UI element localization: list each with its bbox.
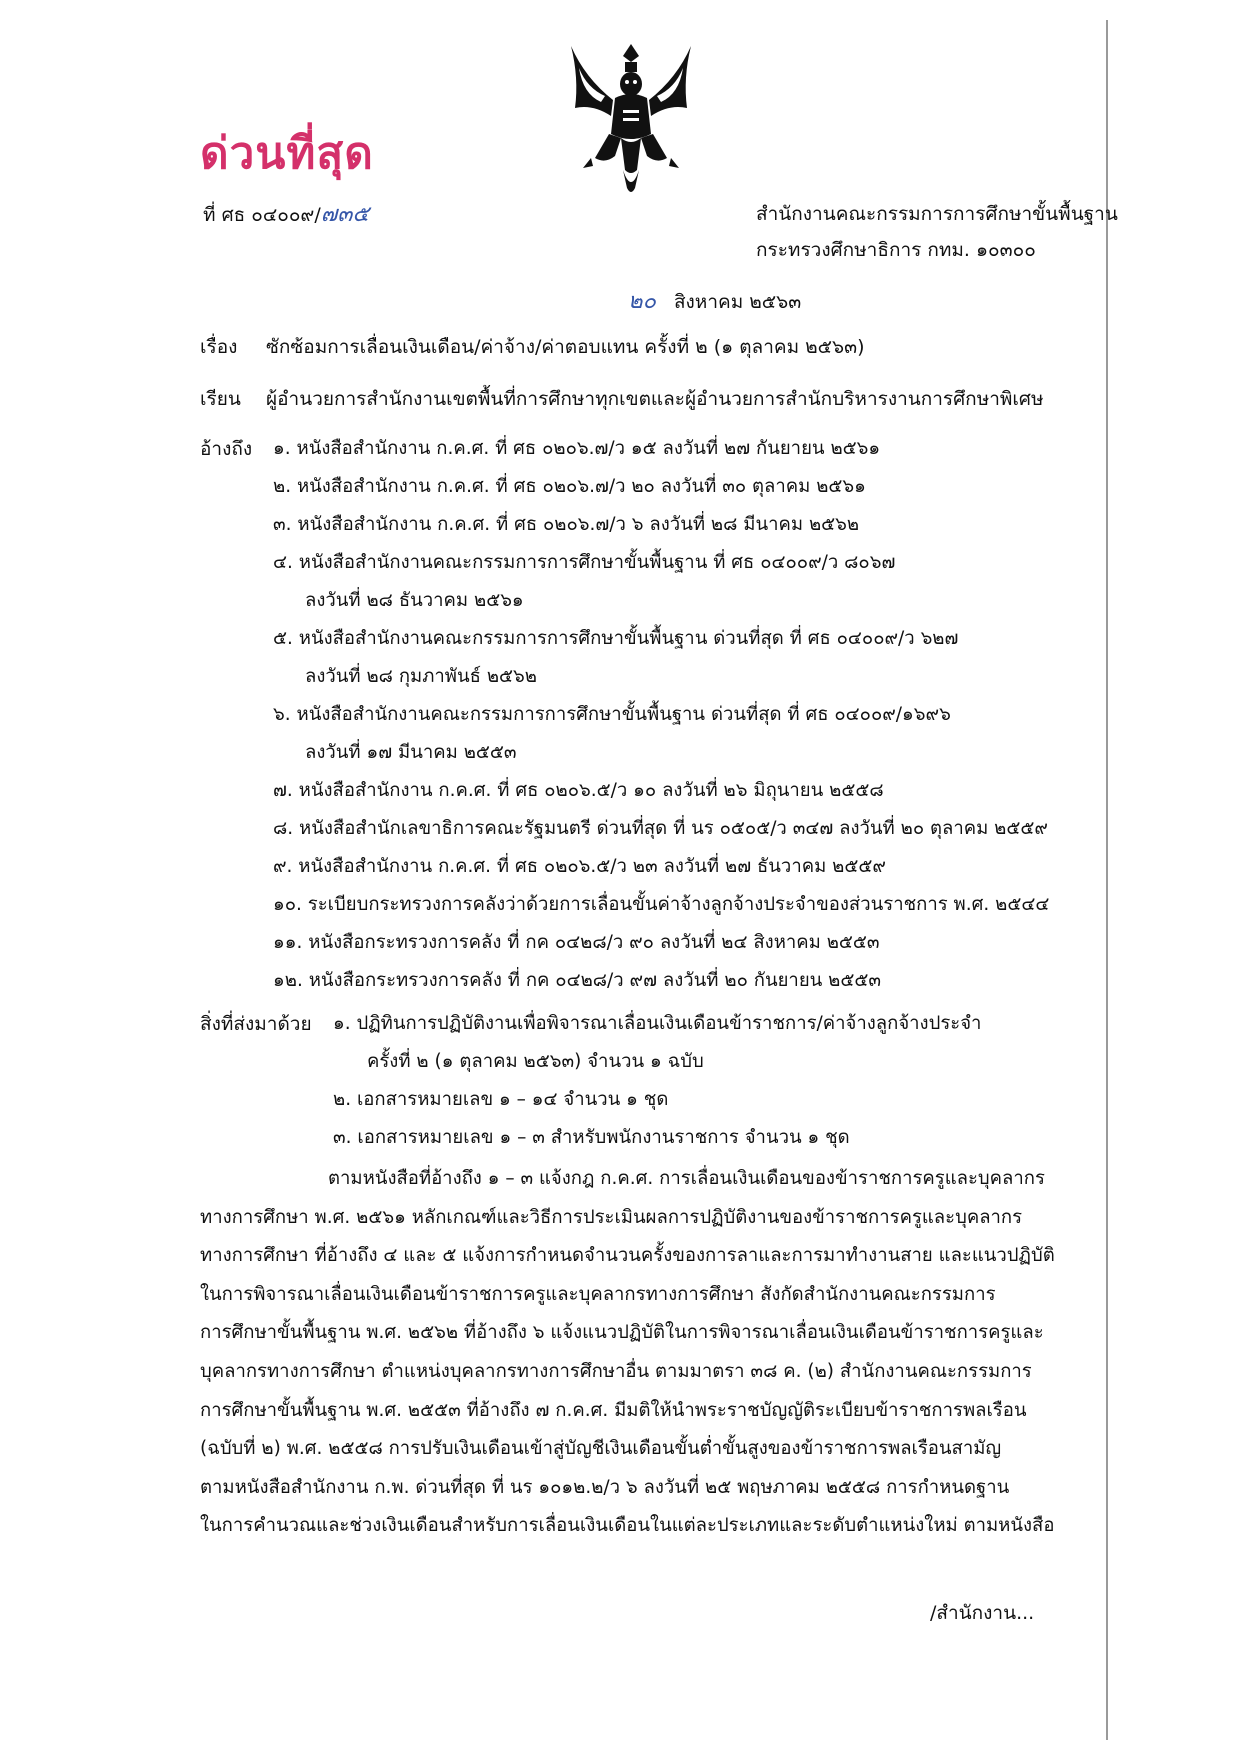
recipient-line	[200, 384, 1044, 414]
body-line: การศึกษาขั้นพื้นฐาน พ.ศ. ๒๕๕๓ ที่อ้างถึง ๗ ก.ค.ศ. มีมติให้นำพระราชบัญญัติระเบียบข้าราชการพลเรือน	[200, 1399, 1027, 1421]
enclosures-list	[333, 1005, 981, 1157]
enclosure-item: ๓. เอกสารหมายเลข ๑ – ๓ สำหรับพนักงานราชการ จำนวน ๑ ชุด	[333, 1127, 850, 1148]
reference-item: ๕. หนังสือสำนักงานคณะกรรมการการศึกษาขั้นพื้นฐาน ด่วนที่สุด ที่ ศธ ๐๔๐๐๙/ว ๖๒๗ ลงวันที่ ๒๘ กุมภาพันธ์ ๒๕๖๒	[273, 628, 959, 687]
body-line: ตามหนังสือที่อ้างถึง ๑ – ๓ แจ้งกฎ ก.ค.ศ. การเลื่อนเงินเดือนของข้าราชการครูและบุคลากร	[328, 1168, 1045, 1189]
body-line: ทางการศึกษา ที่อ้างถึง ๔ และ ๕ แจ้งการกำหนดจำนวนครั้งของการลาและการมาทำงานสาย และแนวปฏิบัติ	[200, 1245, 1055, 1267]
subject-label: เรื่อง	[200, 336, 238, 358]
body-line: (ฉบับที่ ๒) พ.ศ. ๒๕๕๘ การปรับเงินเดือนเข้าสู่บัญชีเงินเดือนขั้นต่ำขั้นสูงของข้าราชการพลเรือนสามัญ	[200, 1438, 1002, 1460]
document-number-prefix: ที่ ศธ ๐๔๐๐๙/	[203, 204, 321, 226]
reference-item: ๙. หนังสือสำนักงาน ก.ค.ศ. ที่ ศธ ๐๒๐๖.๕/ว ๒๓ ลงวันที่ ๒๗ ธันวาคม ๒๕๕๙	[273, 856, 886, 877]
document-number	[203, 196, 369, 231]
reference-item: ๑๑. หนังสือกระทรวงการคลัง ที่ กค ๐๔๒๘/ว ๙๐ ลงวันที่ ๒๔ สิงหาคม ๒๕๕๓	[273, 932, 880, 953]
references-list	[273, 430, 1049, 1000]
recipient-label: เรียน	[200, 388, 241, 410]
body-line: ในการคำนวณและช่วงเงินเดือนสำหรับการเลื่อนเงินเดือนในแต่ละประเภทและระดับตำแหน่งใหม่ ตามหนังสือ	[200, 1515, 1055, 1537]
body-paragraph	[200, 1160, 1148, 1546]
enclosures-label: สิ่งที่ส่งมาด้วย	[200, 1013, 312, 1035]
body-line: บุคลากรทางการศึกษา ตำแหน่งบุคลากรทางการศึกษาอื่น ตามมาตรา ๓๘ ค. (๒) สำนักงานคณะกรรมการ	[200, 1360, 1032, 1382]
reference-item: ๘. หนังสือสำนักเลขาธิการคณะรัฐมนตรี ด่วนที่สุด ที่ นร ๐๕๐๕/ว ๓๔๗ ลงวันที่ ๒๐ ตุลาคม ๒๕๕๙	[273, 818, 1048, 839]
continued-marker: /สำนักงาน...	[930, 1602, 1035, 1624]
enclosure-item: ๑. ปฏิทินการปฏิบัติงานเพื่อพิจารณาเลื่อนเงินเดือนข้าราชการ/ค่าจ้างลูกจ้างประจำ ครั้งที่ ๒ (๑ ตุลาคม ๒๕๖๓) จำนวน ๑ ฉบับ	[333, 1013, 982, 1072]
urgency-stamp: ด่วนที่สุด	[200, 128, 374, 179]
reference-item: ๖. หนังสือสำนักงานคณะกรรมการการศึกษาขั้นพื้นฐาน ด่วนที่สุด ที่ ศธ ๐๔๐๐๙/๑๖๙๖ ลงวันที่ ๑๗ มีนาคม ๒๕๕๓	[273, 704, 951, 763]
document-date	[628, 283, 801, 318]
date-day-handwritten: ๒๐	[628, 289, 656, 314]
agency-name: สำนักงานคณะกรรมการการศึกษาขั้นพื้นฐาน	[756, 203, 1118, 225]
agency-location: กระทรวงศึกษาธิการ กทม. ๑๐๓๐๐	[756, 239, 1036, 261]
garuda-emblem-icon	[565, 38, 697, 198]
references-label: อ้างถึง	[200, 438, 253, 460]
subject-text: ซักซ้อมการเลื่อนเงินเดือน/ค่าจ้าง/ค่าตอบแทน ครั้งที่ ๒ (๑ ตุลาคม ๒๕๖๓)	[266, 336, 865, 358]
body-line: ทางการศึกษา พ.ศ. ๒๕๖๑ หลักเกณฑ์และวิธีการประเมินผลการปฏิบัติงานของข้าราชการครูและบุคลากร	[200, 1206, 1023, 1228]
reference-item: ๑๒. หนังสือกระทรวงการคลัง ที่ กค ๐๔๒๘/ว ๙๗ ลงวันที่ ๒๐ กันยายน ๒๕๕๓	[273, 970, 882, 991]
body-line: ในการพิจารณาเลื่อนเงินเดือนข้าราชการครูและบุคลากรทางการศึกษา สังกัดสำนักงานคณะกรรมการ	[200, 1283, 996, 1305]
reference-item: ๓. หนังสือสำนักงาน ก.ค.ศ. ที่ ศธ ๐๒๐๖.๗/ว ๖ ลงวันที่ ๒๘ มีนาคม ๒๕๖๒	[273, 514, 860, 535]
reference-item: ๔. หนังสือสำนักงานคณะกรรมการการศึกษาขั้นพื้นฐาน ที่ ศธ ๐๔๐๐๙/ว ๘๐๖๗ ลงวันที่ ๒๘ ธันวาคม ๒๕๖๑	[273, 552, 896, 611]
reference-item: ๒. หนังสือสำนักงาน ก.ค.ศ. ที่ ศธ ๐๒๐๖.๗/ว ๒๐ ลงวันที่ ๓๐ ตุลาคม ๒๕๖๑	[273, 476, 866, 497]
reference-item: ๑. หนังสือสำนักงาน ก.ค.ศ. ที่ ศธ ๐๒๐๖.๗/ว ๑๕ ลงวันที่ ๒๗ กันยายน ๒๕๖๑	[273, 438, 881, 459]
date-month-year: สิงหาคม ๒๕๖๓	[673, 291, 802, 313]
body-line: ตามหนังสือสำนักงาน ก.พ. ด่วนที่สุด ที่ นร ๑๐๑๒.๒/ว ๖ ลงวันที่ ๒๕ พฤษภาคม ๒๕๕๘ การกำหนดฐาน	[200, 1476, 1010, 1498]
subject-line	[200, 332, 865, 362]
body-line: การศึกษาขั้นพื้นฐาน พ.ศ. ๒๕๖๒ ที่อ้างถึง ๖ แจ้งแนวปฏิบัติในการพิจารณาเลื่อนเงินเดือนข้าราชการครูและ	[200, 1322, 1044, 1344]
recipient-text: ผู้อำนวยการสำนักงานเขตพื้นที่การศึกษาทุกเขตและผู้อำนวยการสำนักบริหารงานการศึกษาพิเศษ	[266, 388, 1044, 410]
reference-item: ๗. หนังสือสำนักงาน ก.ค.ศ. ที่ ศธ ๐๒๐๖.๕/ว ๑๐ ลงวันที่ ๒๖ มิถุนายน ๒๕๕๘	[273, 780, 884, 801]
document-number-handwritten: ๗๓๕	[320, 202, 369, 227]
enclosure-item: ๒. เอกสารหมายเลข ๑ – ๑๔ จำนวน ๑ ชุด	[333, 1089, 669, 1110]
reference-item: ๑๐. ระเบียบกระทรวงการคลังว่าด้วยการเลื่อนขั้นค่าจ้างลูกจ้างประจำของส่วนราชการ พ.ศ. ๒๕๔๔	[273, 894, 1050, 915]
agency-address	[756, 196, 1118, 268]
